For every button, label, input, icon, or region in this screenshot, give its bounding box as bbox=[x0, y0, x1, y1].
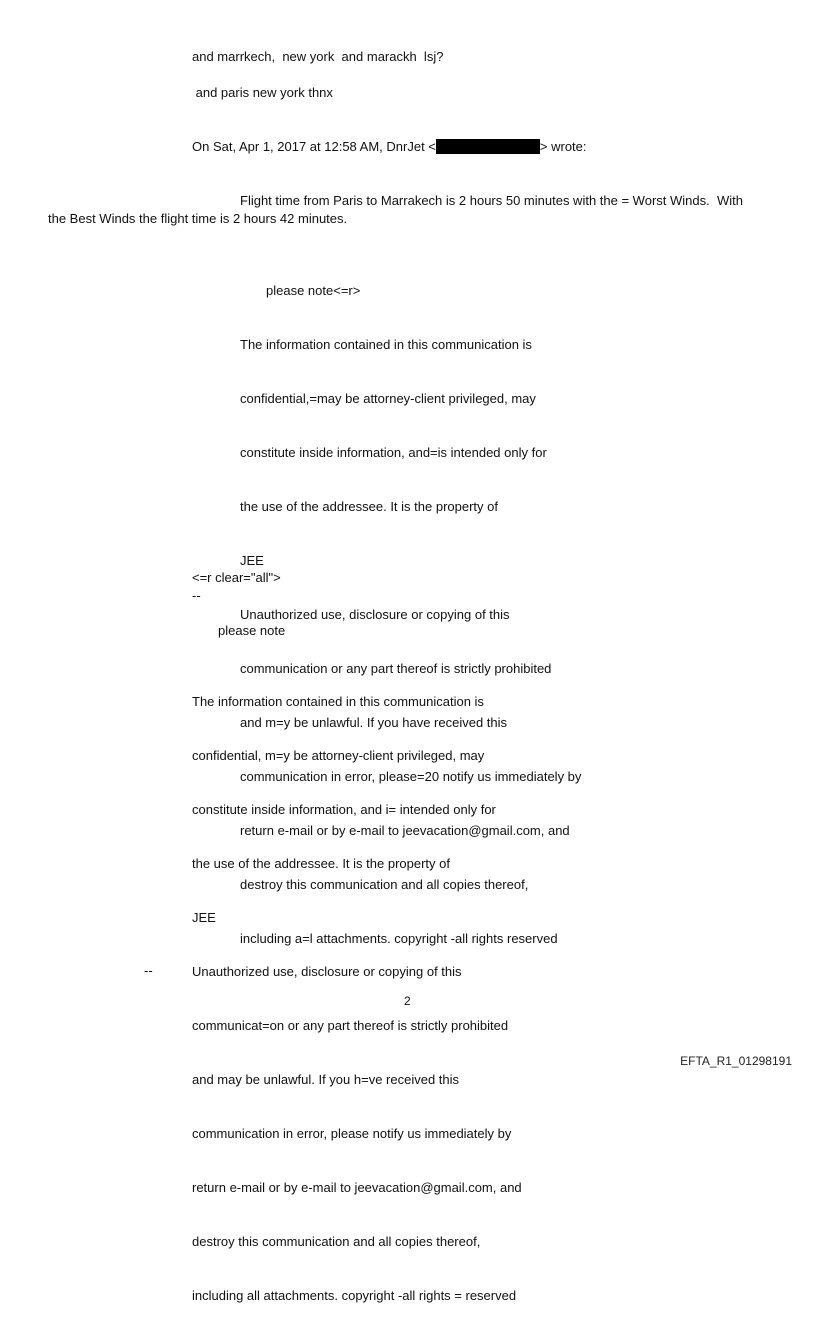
disclaimer-line: The information contained in this communication is bbox=[192, 694, 484, 709]
disclaimer-line: communication in error, please notify us immediately by bbox=[192, 1126, 512, 1141]
disclaimer-line: including a=l attachments. copyright -all rights reserved bbox=[240, 931, 558, 946]
disclaimer-line: and may be unlawful. If you h=ve received this bbox=[192, 1072, 460, 1087]
flight-time-line-1: Flight time from Paris to Marrakech is 2 hours 50 minutes with the = Worst Winds. With bbox=[240, 193, 743, 208]
disclaimer-line: destroy this communication and all copies thereof, bbox=[192, 1234, 481, 1249]
quote-header bbox=[192, 138, 587, 156]
disclaimer-line: JEE bbox=[240, 553, 264, 568]
disclaimer-2-body bbox=[192, 657, 522, 1341]
disclaimer-line: communication in error, please=20 notify us immediately by bbox=[240, 769, 582, 784]
disclaimer-line: JEE bbox=[192, 910, 216, 925]
disclaimer-line: including all attachments. copyright -all rights = reserved bbox=[192, 1288, 517, 1303]
disclaimer-line: the use of the addressee. It is the property of bbox=[192, 856, 450, 871]
quote-header-prefix: On Sat, Apr 1, 2017 at 12:58 AM, DnrJet < bbox=[192, 139, 436, 154]
disclaimer-line: confidential, m=y be attorney-client privileged, may bbox=[192, 748, 485, 763]
disclaimer-1-heading: please note<=r> bbox=[266, 283, 361, 298]
quote-header-suffix: > wrote: bbox=[539, 139, 587, 154]
disclaimer-line: communicat=on or any part thereof is strictly prohibited bbox=[192, 1018, 509, 1033]
disclaimer-line: The information contained in this communication is bbox=[240, 337, 532, 352]
signature-separator: -- bbox=[192, 588, 201, 603]
disclaimer-line: return e-mail or by e-mail to jeevacation@gmail.com, and bbox=[240, 823, 570, 838]
br-tag-line: <=r clear="all"> bbox=[192, 570, 281, 585]
page-number: 2 bbox=[404, 994, 411, 1008]
disclaimer-line: and m=y be unlawful. If you have received this bbox=[240, 715, 508, 730]
footer-separator: -- bbox=[144, 963, 153, 978]
document-id: EFTA_R1_01298191 bbox=[680, 1054, 792, 1068]
redaction-bar bbox=[436, 139, 540, 154]
disclaimer-line: destroy this communication and all copies thereof, bbox=[240, 877, 529, 892]
disclaimer-line: the use of the addressee. It is the property of bbox=[240, 499, 498, 514]
flight-time-line-2: the Best Winds the flight time is 2 hours 42 minutes. bbox=[48, 211, 348, 226]
disclaimer-line: constitute inside information, and=is intended only for bbox=[240, 445, 547, 460]
disclaimer-line: Unauthorized use, disclosure or copying of this bbox=[240, 607, 510, 622]
disclaimer-line: Unauthorized use, disclosure or copying of this bbox=[192, 964, 462, 979]
disclaimer-line: constitute inside information, and i= intended only for bbox=[192, 802, 496, 817]
disclaimer-2-heading: please note bbox=[218, 623, 286, 638]
disclaimer-line: communication or any part thereof is strictly prohibited bbox=[240, 661, 552, 676]
reply-line-2: and paris new york thnx bbox=[192, 85, 333, 100]
reply-line-1: and marrkech, new york and marackh lsj? bbox=[192, 49, 444, 64]
disclaimer-line: return e-mail or by e-mail to jeevacation@gmail.com, and bbox=[192, 1180, 522, 1195]
disclaimer-line: confidential,=may be attorney-client privileged, may bbox=[240, 391, 536, 406]
